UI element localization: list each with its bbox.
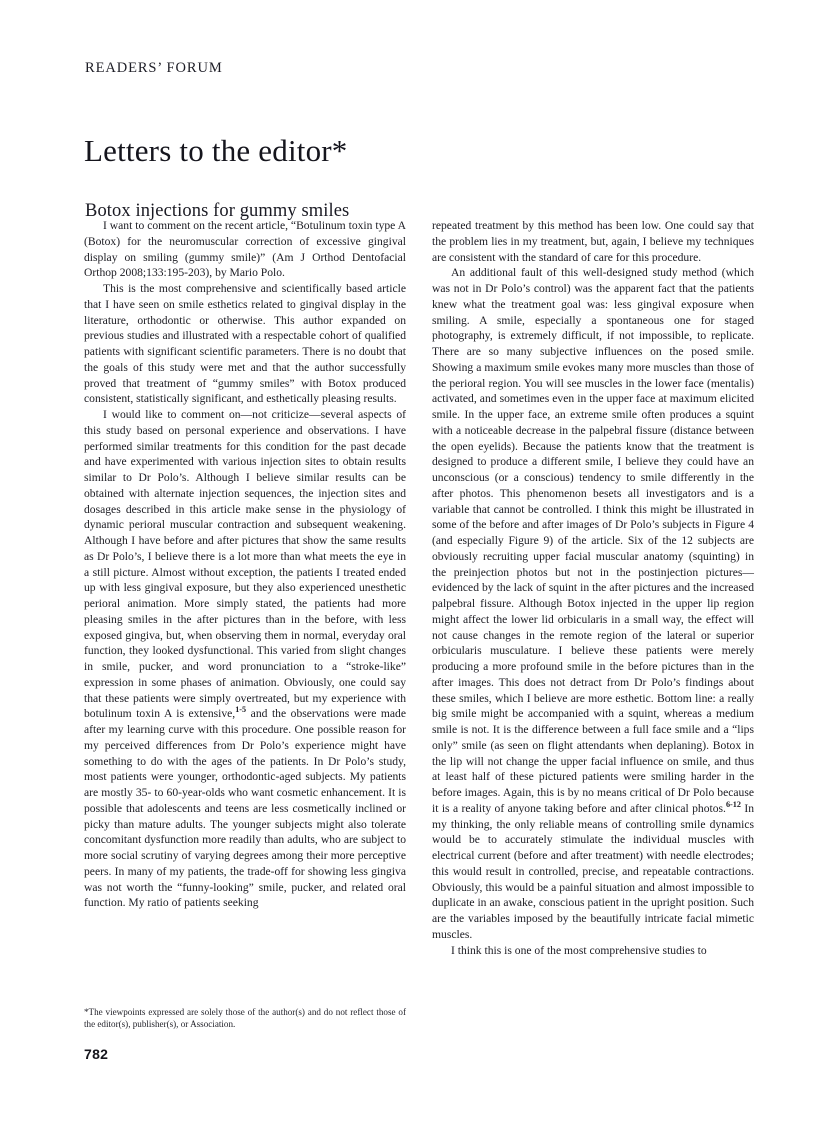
reference-citation: 6-12 xyxy=(725,799,741,809)
paragraph-text: repeated treatment by this method has been low. One could say that the problem lies in my treatment, but, again, I believe my techniques are consistent with the standard of care for this procedure. xyxy=(432,219,754,264)
paragraph xyxy=(432,218,754,265)
footnote-marker: * xyxy=(84,1007,89,1017)
footnote xyxy=(84,1006,406,1031)
paragraph-text: I would like to comment on—not criticize—several aspects of this study based on personal experience and observations. I have performed similar treatments for this condition for the past decade and have experimented with various injection sites to obtain results similar to Dr Polo’s. Although I believe similar results can be obtained with alternate injection sequences, the injection sites and dosages described in this article make sense in the physiology of dynamic perioral muscular contraction and subsequent weakening. Although I have before and after pictures that show the same results as Dr Polo’s, I believe there is a lot more than what meets the eye in a still picture. Almost without exception, the patients I treated ended up with less gingival exposure, but they also experienced unesthetic perioral animation. More simply stated, the patients had more pleasing smiles in the after pictures than in the before, with less exposed gingiva, but, when observing them in normal, everyday oral function, they looked dysfunctional. This varied from slight changes in smile, pucker, and word pronunciation to a “stroke-like” expression in some phases of animation. Obviously, one could say that these patients were simply overtreated, but my experience with botulinum toxin A is extensive, xyxy=(84,408,406,721)
paragraph-text: An additional fault of this well-designed study method (which was not in Dr Polo’s control) was the apparent fact that the patients knew what the treatment goal was: less gingival exposure when smiling. A smile, especially a spontaneous one for staged photography, is extremely difficult, if not impossible, to replicate. There are so many subjective influences on the posed smile. Showing a maximum smile evokes many more muscles than those of the perioral region. You will see muscles in the lower face (mentalis) activated, and sometimes even in the upper face at maximum elicited smile. In the upper face, an extreme smile often produces a squint with a noticeable decrease in the palpebral fissure (distance between the open eyelids). Because the patients know that the treatment is designed to produce a different smile, I believe they could have an unconscious (or a conscious) tendency to smile differently in the after photos. This phenomenon besets all investigators and is a variable that cannot be controlled. I think this might be illustrated in some of the before and after images of Dr Polo’s subjects in Figure 4 (and especially Figure 9) of the article. Six of the 12 subjects are obviously recruiting upper facial muscular anatomy (squinting) in the preinjection photos but not in the postinjection pictures— evidenced by the lack of squint in the after pictures and the increased palpebral fissure. Although Botox injected in the upper lip region might affect the lower lid orbicularis in a small way, the effect will not cause changes in the remote region of the lateral or superior orbicularis musculature. I believe these patients were merely producing a more profound smile in the before pictures than in the after images. This does not detract from Dr Polo’s findings about these smiles, which I believe are more esthetic. Bottom line: a really big smile might be accompanied with a squint, whereas a medium smile is not. It is the difference between a full face smile and a “lips only” smile (as seen on flight attendants when deplaning). Botox in the lip will not change the upper facial influence on smile, and thus at least half of these pictured patients were smiling harder in the before images. Again, this is by no means critical of Dr Polo because it is a reality of anyone taking before and after clinical photos. xyxy=(432,266,754,815)
paragraph xyxy=(84,281,406,407)
page-number: 782 xyxy=(84,1046,109,1062)
paragraph xyxy=(432,943,754,959)
paragraph xyxy=(84,407,406,911)
paragraph-text-continued: and the observations were made after my learning curve with this procedure. One possible reason for my perceived differences from Dr Polo’s experience might have something to do with the ages of the patients. In Dr Polo’s study, most patients were younger, orthodontic-aged subjects. My patients are mostly 35- to 60-year-olds who want cosmetic enhancement. It is possible that adolescents and teens are less cosmetically inclined or picky than mature adults. The younger subjects might also tolerate concomitant dysfunction more readily than adults, who are subject to more social scrutiny of varying degrees among their more perceptive peers. In many of my patients, the trade-off for showing less gingiva was not worth the “funny-looking” smile, pucker, and related oral function. My ratio of patients seeking xyxy=(84,707,406,910)
column-left xyxy=(84,218,406,911)
letter-heading: Botox injections for gummy smiles xyxy=(85,201,350,222)
column-right xyxy=(432,218,754,958)
paragraph-text: I want to comment on the recent article, “Botulinum toxin type A (Botox) for the neuromuscular correction of excessive gingival display on smiling (gummy smile)” (Am J Orthod Dentofacial Orthop 2008;133:195-203), by Mario Polo. xyxy=(84,219,406,280)
paragraph xyxy=(432,265,754,942)
footnote-text: The viewpoints expressed are solely those of the author(s) and do not reflect those of the editor(s), publisher(s), or Association. xyxy=(84,1007,406,1030)
running-head: READERS’ FORUM xyxy=(85,60,223,76)
page-title: Letters to the editor* xyxy=(84,132,348,168)
paragraph-text-continued: In my thinking, the only reliable means of controlling smile dynamics would be to accurately stimulate the individual muscles with electrical current (before and after treatment) with needle electrodes; this would result in controlled, precise, and repeatable contractions. Obviously, this would be a painful situation and almost impossible to duplicate in an awake, conscious patient in the upright position. Such are the variables imposed by the beautifully intricate facial mimetic muscles. xyxy=(432,801,755,941)
reference-citation: 1-5 xyxy=(235,705,247,715)
paragraph-text: This is the most comprehensive and scientifically based article that I have seen on smile esthetics related to gingival display in the literature, orthodontic or otherwise. This author expanded on previous studies and illustrated with a respectable cohort of qualified patients with significant scientific parameters. There is no doubt that the goals of this study were met and that the author successfully proved that treatment of “gummy smiles” with Botox produced consistent, statistically significant, and esthetically pleasing results. xyxy=(84,282,406,406)
paragraph-text: I think this is one of the most comprehensive studies to xyxy=(451,943,707,957)
paragraph xyxy=(84,218,406,281)
